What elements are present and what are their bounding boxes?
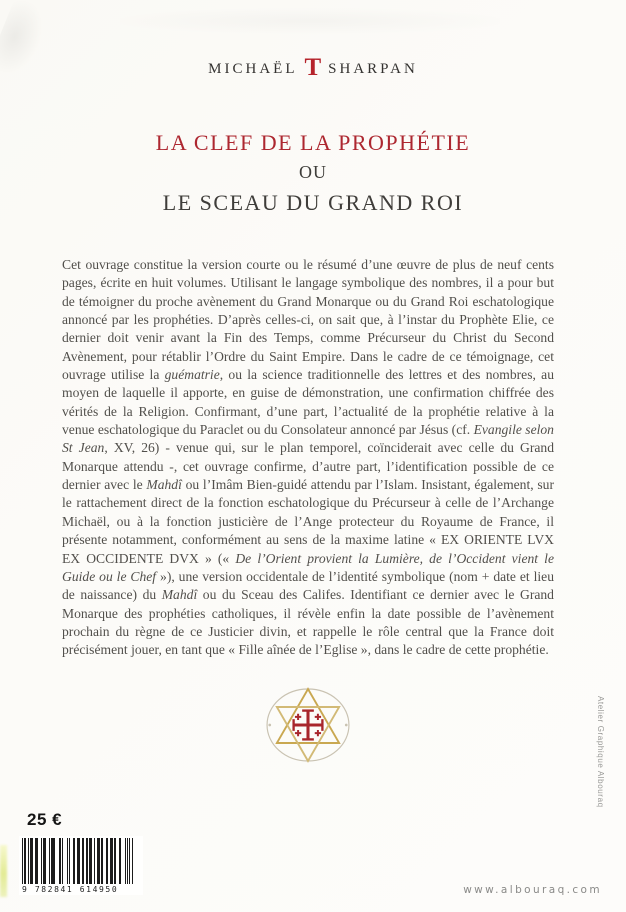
barcode-bar — [51, 838, 55, 884]
barcode-bar — [73, 838, 75, 884]
barcode-bar — [127, 838, 128, 884]
author-first-name: MICHAËL — [208, 61, 298, 77]
barcode-bar — [89, 838, 91, 884]
barcode-bar — [77, 838, 79, 884]
barcode-bar — [69, 838, 70, 884]
barcode-bar — [35, 838, 39, 884]
title-subtitle-line: LE SCEAU DU GRAND ROI — [162, 190, 464, 215]
barcode-bar — [101, 838, 103, 884]
barcode-bar — [41, 838, 42, 884]
barcode-bar — [67, 838, 68, 884]
title-connector-line: OU — [299, 162, 327, 182]
barcode-bar — [30, 838, 32, 884]
scan-smudge-top — [120, 8, 500, 34]
author-name — [0, 52, 626, 80]
scan-edge-artifact — [0, 845, 7, 897]
isbn-barcode — [19, 836, 143, 895]
barcode-bar — [28, 838, 29, 884]
barcode-bar — [86, 838, 88, 884]
barcode-digits: 9 782841 614950 — [22, 885, 119, 894]
synopsis-paragraph: Cet ouvrage constitue la version courte ou le résumé d’une œuvre de plus de neuf cents pages, écrite en huit volumes. Utilisant le langage symbolique des nombres, il a pour but de témoigner du proche avènement du Grand Monarque ou du Grand Roi eschatologique annoncé par les prophéties. D’après celles-ci, on sait que, à l’instar du Prophète Elie, ce dernier doit venir avant la Fin des Temps, comme Précurseur du Christ du Second Avènement, pour rétablir l’Ordre du Saint Empire. Dans le cadre de ce témoignage, cet ouvrage utilise la guématrie, ou la science traditionnelle des lettres et des nombres, au moyen de laquelle il apporte, en guise de démonstration, une confirmation chiffrée des vérités de la Religion. Confirmant, d’une part, l’actualité de la prophétie relative à la venue eschatologique du Paraclet ou du Consolateur annoncé par Jésus (cf. Evangile selon St Jean, XV, 26) - venue qui, sur le plan temporel, coïnciderait avec celle du Grand Monarque attendu -, cet ouvrage confirme, d’autre part, l’identification possible de ce dernier avec le Mahdî ou l’Imâm Bien-guidé attendu par l’Islam. Insistant, également, sur le rattachement direct de la fonction eschatologique du Précurseur à celle de l’Archange Michaël, ou à la fonction justicière de l’Ange protecteur du Royaume de France, il présente notamment, conformément au sens de la maxime latine « EX ORIENTE LVX EX OCCIDENTE DVX » (« De l’Orient provient la Lumière, de l’Occident vient le Guide ou le Chef »), une version occidentale de l’identité symbolique (nom + date et lieu de naissance) du Mahdî ou du Sceau des Califes. Identifiant ce dernier avec le Grand Monarque des prophéties catholiques, il révèle enfin la date possible de l’avènement prochain du règne de ce Justicier divin, et rappelle le rôle central que la France doit précisément jouer, en tant que « Fille aînée de l’Eglise », dans le cadre de cette prophétie. — [62, 257, 555, 658]
barcode-bar — [129, 838, 130, 884]
author-initial: T — [304, 54, 322, 81]
author-last-name: SHARPAN — [328, 61, 418, 77]
graphic-studio-credit: Atelier Graphique Albouraq — [596, 696, 605, 808]
barcode-bar — [94, 838, 95, 884]
barcode-bar — [106, 838, 108, 884]
barcode-bar — [110, 838, 112, 884]
barcode-bar — [59, 838, 61, 884]
barcode-bar — [62, 838, 63, 884]
barcode-bars — [22, 838, 134, 884]
barcode-bar — [119, 838, 121, 884]
barcode-bar — [24, 838, 25, 884]
book-title — [0, 130, 626, 216]
barcode-bar — [132, 838, 133, 884]
website-url: www.albouraq.com — [463, 884, 602, 896]
jerusalem-cross-icon — [294, 711, 323, 740]
barcode-bar — [43, 838, 45, 884]
barcode-bar — [125, 838, 126, 884]
barcode-bar — [49, 838, 50, 884]
price-label: 25 € — [27, 810, 63, 829]
publisher-emblem — [263, 685, 353, 765]
barcode-bar — [97, 838, 99, 884]
barcode-bar — [114, 838, 116, 884]
title-main-line: LA CLEF DE LA PROPHÉTIE — [155, 130, 471, 155]
barcode-bar — [22, 838, 23, 884]
barcode-bar — [82, 838, 84, 884]
